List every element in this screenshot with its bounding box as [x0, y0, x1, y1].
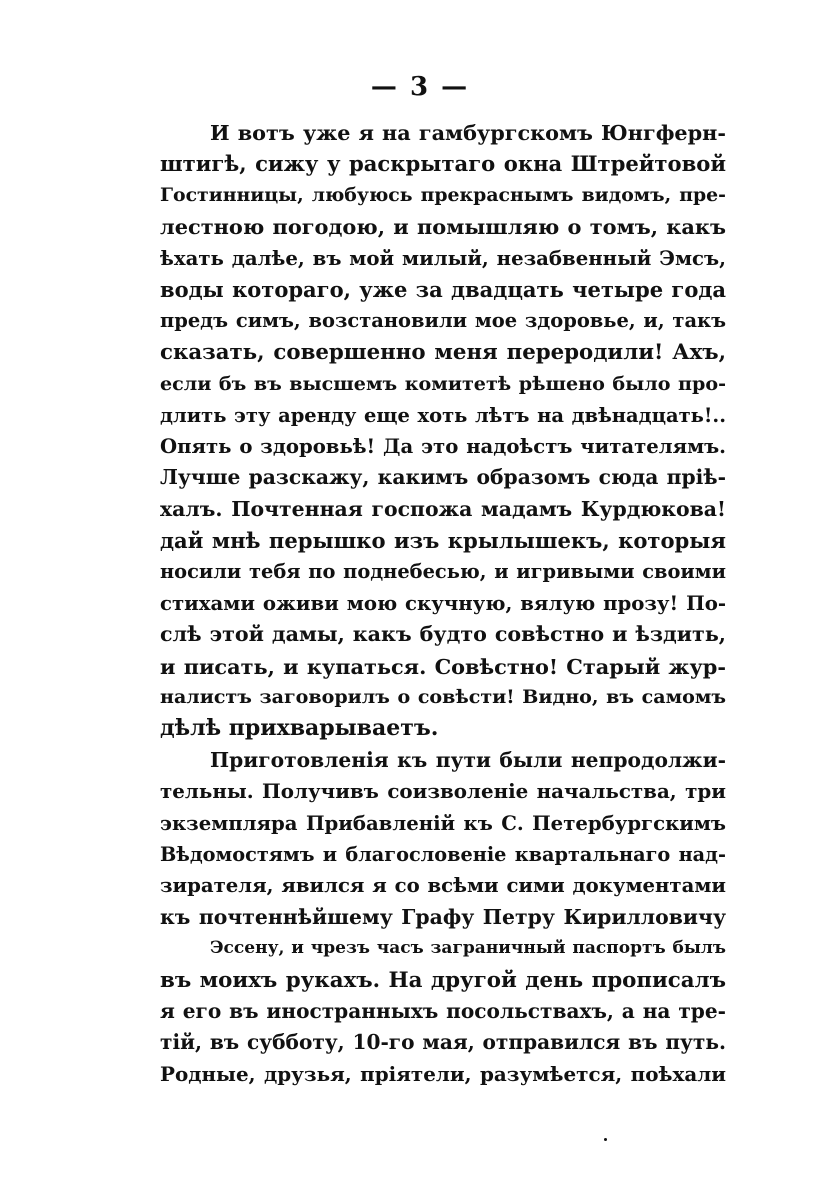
text-line: носили тебя по поднебесью, и игривыми своими: [160, 560, 726, 584]
text-line: воды котораго, уже за двадцать четыре года: [160, 276, 726, 302]
text-line: я его въ иностранныхъ посольствахъ, а на тре-: [160, 998, 726, 1023]
text-line: если бъ въ высшемъ комитетѣ рѣшено было про-: [160, 372, 726, 396]
text-line: предъ симъ, возстановили мое здоровье, и, такъ: [160, 309, 726, 333]
text-line: Родные, друзья, пріятели, разумѣется, поѣхали: [160, 1061, 726, 1086]
text-line: къ почтеннѣйшему Графу Петру Кирилловичу: [160, 904, 726, 929]
text-line: экземпляра Прибавленій къ С. Петербургскимъ: [160, 811, 726, 835]
text-line: Эссену, и чрезъ часъ заграничный паспортъ былъ: [210, 938, 726, 959]
text-line: Опять о здоровьѣ! Да это надоѣстъ читателямъ.: [160, 434, 726, 458]
text-line: халъ. Почтенная госпожа мадамъ Курдюкова!: [160, 496, 726, 521]
text-line: штигѣ, сижу у раскрытаго окна Штрейтовой: [160, 151, 726, 177]
paragraph-1: [160, 117, 726, 745]
text-line: зирателя, явился я со всѣми сими документами: [160, 874, 726, 898]
text-line: стихами оживи мою скучную, вялую прозу! По-: [160, 591, 726, 615]
text-line: Приготовленія къ пути были непродолжи-: [210, 747, 726, 772]
paragraph-2: [160, 745, 726, 1090]
ink-dot: [604, 1138, 607, 1141]
page-number: — 3 —: [370, 72, 470, 102]
text-line: слѣ этой дамы, какъ будто совѣстно и ѣздить,: [160, 622, 726, 647]
text-line: дѣлѣ прихварываетъ.: [160, 715, 439, 742]
text-line: Лучше разскажу, какимъ образомъ сюда пріѣ-: [160, 465, 726, 490]
text-line: лестною погодою, и помышляю о томъ, какъ: [160, 214, 726, 240]
text-line: длить эту аренду еще хоть лѣтъ на двѣнадцать!..: [160, 403, 726, 427]
text-line: Гостинницы, любуюсь прекраснымъ видомъ, пре-: [160, 183, 726, 206]
text-line: въ моихъ рукахъ. На другой день прописалъ: [160, 967, 726, 993]
text-line: тельны. Получивъ соизволеніе начальства, три: [160, 779, 726, 804]
text-line: дай мнѣ перышко изъ крылышекъ, которыя: [160, 528, 726, 554]
text-line: тій, въ субботу, 10-го мая, отправился въ путь.: [160, 1030, 726, 1055]
text-line: Вѣдомостямъ и благословеніе квартальнаго над-: [160, 842, 726, 866]
text-line: И вотъ уже я на гамбургскомъ Юнгферн-: [210, 120, 726, 145]
body-text: [160, 117, 726, 1090]
text-line: ѣхать далѣе, въ мой милый, незабвенный Эмсъ,: [160, 246, 726, 270]
text-line: сказать, совершенно меня переродили! Ахъ,: [160, 339, 726, 365]
text-line: налистъ заговорилъ о совѣсти! Видно, въ самомъ: [160, 686, 726, 709]
text-line: и писать, и купаться. Совѣстно! Старый жур-: [160, 653, 726, 679]
